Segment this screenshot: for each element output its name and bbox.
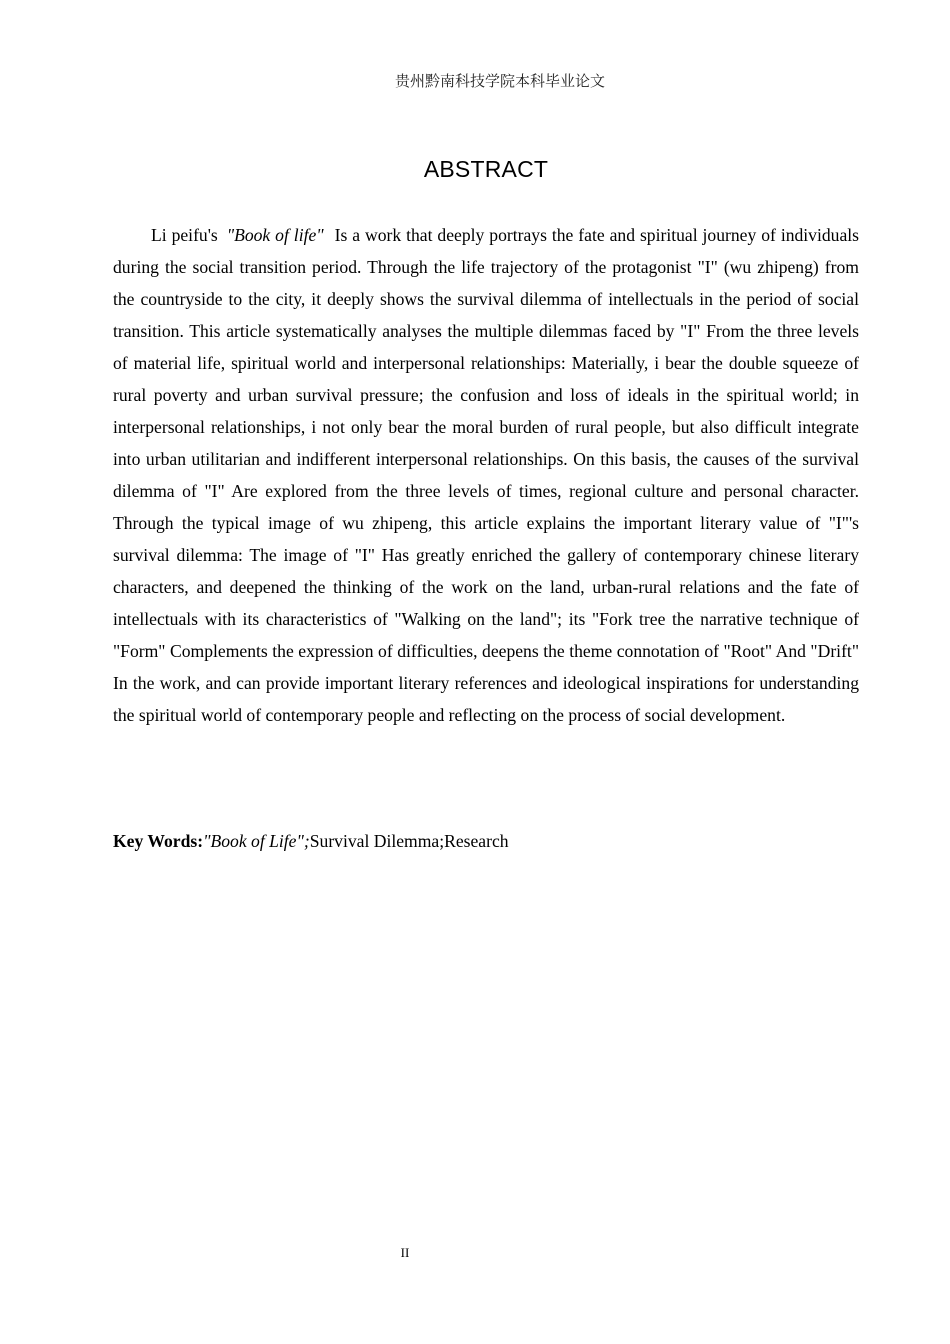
abstract-title: ABSTRACT — [423, 156, 549, 182]
abstract-paragraph — [113, 219, 859, 731]
abstract-body: Is a work that deeply portrays the fate and spiritual journey of individuals during the social transition period. Through the life trajectory of the protagonist "I" (wu zhipeng) from the countryside to the city, it deeply shows the survival dilemma of intellectuals in the period of social transition. This article systematically analyses the multiple dilemmas faced by "I" From the three levels of material life, spiritual world and interpersonal relationships: Materially, i bear the double squeeze of rural poverty and urban survival pressure; the confusion and loss of ideals in the spiritual world; in interpersonal relationships, i not only bear the moral burden of rural people, but also difficult integrate into urban utilitarian and indifferent interpersonal relationships. On this basis, the causes of the survival dilemma of "I" Are explored from the three levels of times, regional culture and personal character. Through the typical image of wu zhipeng, this article explains the important literary value of "I"'s survival dilemma: The image of "I" Has greatly enriched the gallery of contemporary chinese literary characters, and deepened the thinking of the work on the land, urban-rural relations and the fate of intellectuals with its characteristics of "Walking on the land"; its "Fork tree the narrative technique of "Form" Complements the expression of difficulties, deepens the theme connotation of "Root" And "Drift" In the work, and can provide important literary references and ideological inspirations for understanding the spiritual world of contemporary people and reflecting on the process of social development. — [113, 225, 860, 725]
keywords-line — [113, 826, 859, 856]
running-header: 贵州黔南科技学院本科毕业论文 — [394, 72, 605, 90]
keywords-rest: Survival Dilemma;Research — [309, 831, 509, 851]
abstract-lead: Li peifu's — [151, 225, 218, 245]
keywords-label: Key Words: — [113, 831, 204, 851]
keywords-book-title: "Book of Life"; — [203, 831, 310, 851]
abstract-book-title: "Book of life" — [226, 225, 324, 245]
page-number: II — [400, 1245, 410, 1260]
